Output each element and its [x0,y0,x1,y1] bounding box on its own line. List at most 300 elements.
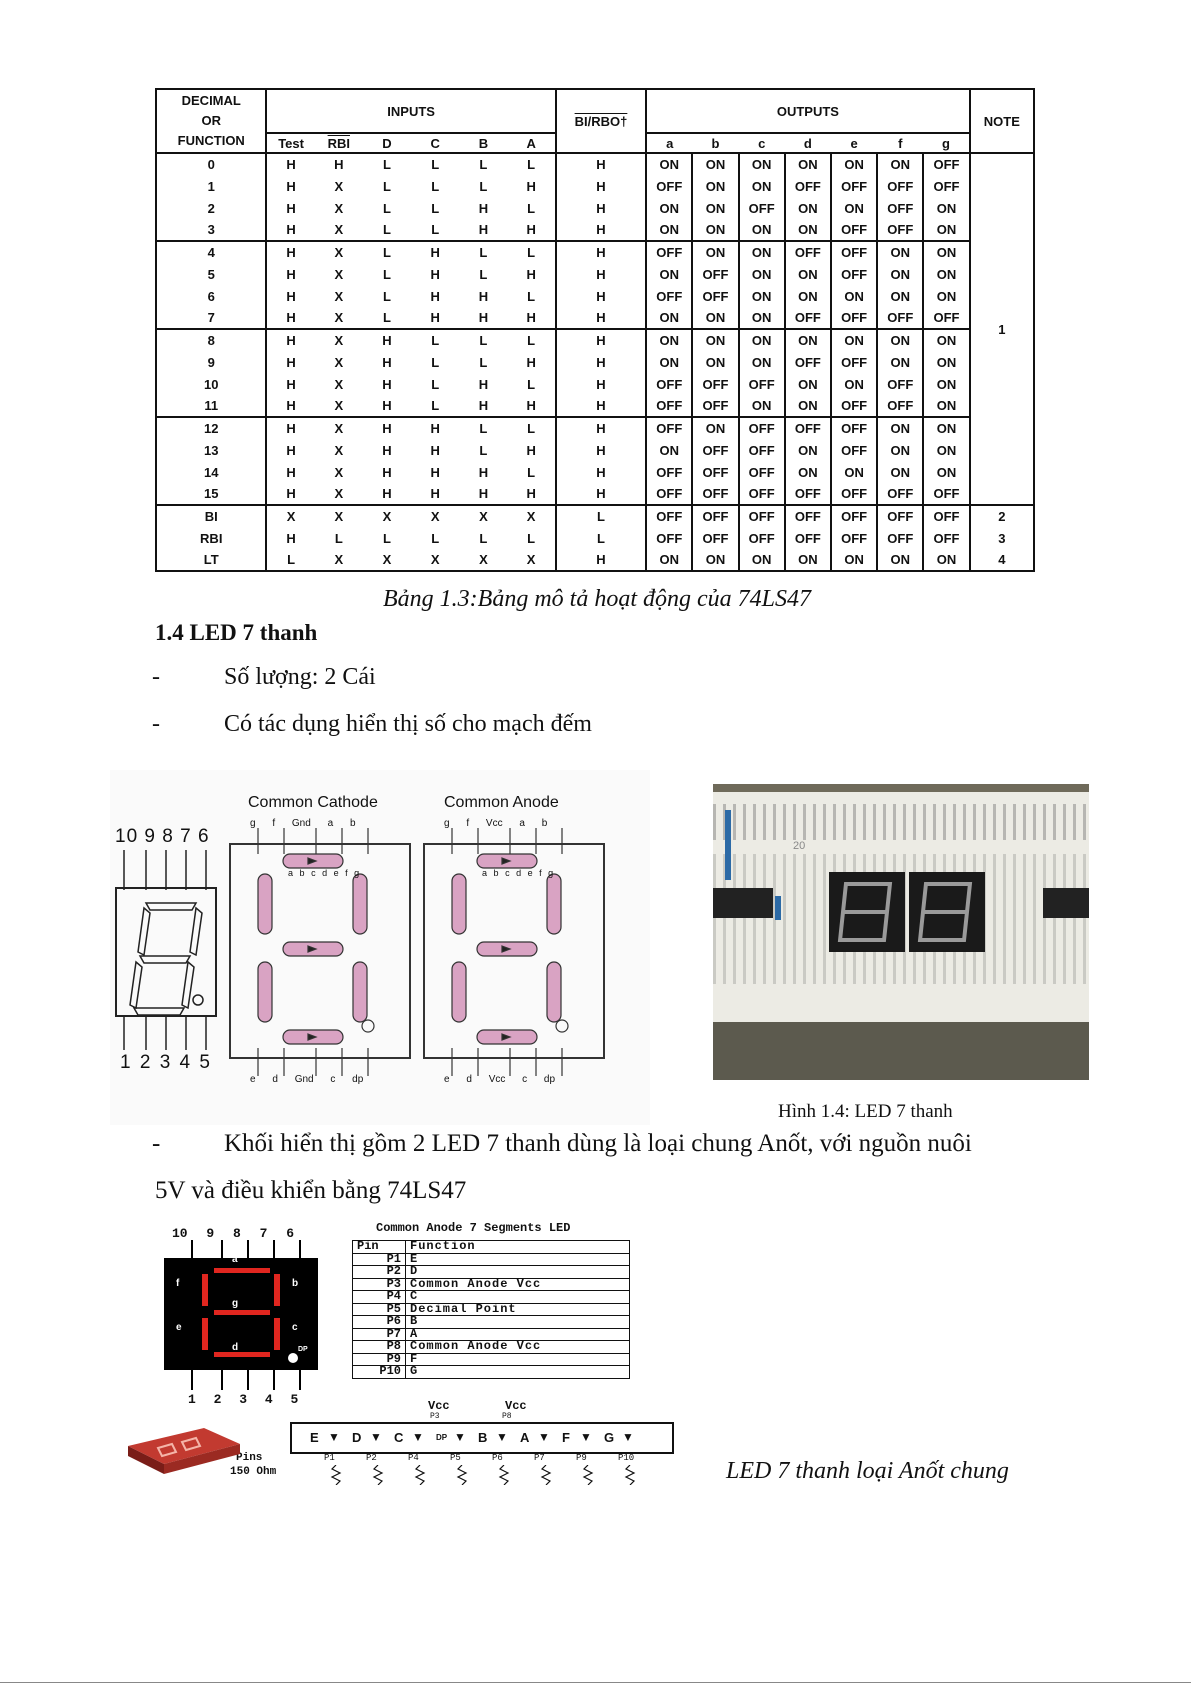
table-cell: OFF [785,241,831,263]
table-cell: ON [739,263,785,285]
table-cell: OFF [877,197,923,219]
table-cell: H [556,241,646,263]
table-cell: OFF [739,527,785,549]
table-cell: 0 [207,157,215,172]
table-cell: H [556,373,646,395]
table-cell: H [556,285,646,307]
table-cell: ON [739,395,785,417]
table-cell: ON [831,197,877,219]
table-cell: OFF [831,439,877,461]
table-cell: X [430,552,440,567]
diode-icon: ▼ [412,1430,424,1444]
table-cell: OFF [831,241,877,263]
table-cell: OFF [831,175,877,197]
pin-row-label: P7 [534,1453,545,1463]
table-cell: L [431,398,440,413]
table-cell: H [382,398,392,413]
cathode-title: Common Cathode [248,794,378,811]
pin-row-label: P10 [618,1453,635,1463]
table-cell: BI [156,505,266,527]
table-cell: ON [877,351,923,373]
bottom-pins: 1 2 3 4 5 [188,1392,299,1407]
table-cell: H [556,263,646,285]
table-cell: X [508,505,556,527]
table-cell: OFF [831,483,877,505]
table-cell: X [266,505,314,527]
table-cell: X [334,178,344,194]
table-cell: L [334,530,343,546]
table-cell: H [266,417,314,439]
table-cell: 12 [156,417,266,439]
table-cell: H [266,527,314,549]
note-header: NOTE [970,89,1034,153]
function-cell: E [406,1253,630,1266]
table-cell: ON [692,175,738,197]
table-cell: L [383,310,391,325]
table-cell: OFF [831,351,877,373]
table-cell: H [382,442,392,458]
table-cell: L [383,178,391,194]
table-cell: H [526,442,536,458]
anode-led-pinout: 10 9 8 7 6 a b c d e f g DP 1 2 3 4 5 [162,1226,320,1406]
table-cell: OFF [831,527,877,549]
table-cell: ON [646,263,692,285]
table-cell: ON [646,307,692,329]
table-cell: 15 [204,486,219,501]
table-cell: ON [646,549,692,571]
breadboard-photo [713,784,1089,1080]
table-cell: L [508,241,556,263]
anode-title: Common Anode [444,794,559,811]
table-cell: ON [739,329,785,351]
table-cell: ON [923,373,969,395]
table-cell: OFF [877,395,923,417]
table-cell: LT [203,552,219,567]
table-cell: H [556,329,646,351]
board-column-label: 20 [793,840,806,852]
table-cell: L [459,241,507,263]
table-cell: H [266,219,314,241]
pin-cell: P4 [353,1291,406,1304]
table-cell: H [430,310,440,325]
bullet-dash: - [152,1130,161,1157]
section-title: 1.4 LED 7 thanh [155,620,318,645]
table-cell: OFF [646,417,692,439]
table-cell: X [479,552,488,567]
diode-label: DP [436,1433,448,1442]
table-cell: H [556,395,646,417]
table-cell: OFF [831,263,877,285]
breadboard-holes [713,804,1089,840]
table-cell: ON [785,263,831,285]
table-cell: L [459,417,507,439]
table-row [156,175,1034,197]
column-header: f [877,133,923,153]
table-cell: ON [785,285,831,307]
pin-header: Pin [353,1241,406,1254]
common-cathode-schematic [228,814,428,1084]
table-cell: OFF [785,417,831,439]
table-row [156,483,1034,505]
table-cell: OFF [831,307,877,329]
table-row [156,373,1034,395]
table-cell: H [266,153,314,175]
table-cell: ON [877,241,923,263]
diode-icon: ▼ [370,1430,382,1444]
table-cell: 13 [204,442,219,458]
ic-chip [713,888,773,918]
table-surface [713,1022,1089,1080]
pin-cell: P3 [353,1278,406,1291]
table-cell: L [431,530,440,546]
table-cell: OFF [646,373,692,395]
table-cell: 2 [970,505,1034,527]
table-cell: X [334,442,344,458]
pin-cell: P1 [353,1253,406,1266]
table-cell: H [266,373,314,395]
pin-cell: P9 [353,1353,406,1366]
table-cell: OFF [831,395,877,417]
note-cell: 1 [970,153,1034,505]
table-cell: ON [646,153,692,175]
table-cell: OFF [923,483,969,505]
table-cell: X [315,241,363,263]
table-cell: X [334,222,344,237]
table-cell: OFF [646,395,692,417]
pin-row-label: P4 [408,1453,419,1463]
table-cell: RBI [200,530,223,546]
table-row [156,153,1034,175]
function-cell: Common Anode Vcc [406,1278,630,1291]
table-cell: OFF [877,373,923,395]
table-cell: ON [785,329,831,351]
red-led-picture [124,1420,244,1482]
table-cell: OFF [739,461,785,483]
table-cell: ON [877,285,923,307]
table-cell: OFF [923,505,969,527]
table-cell: X [334,552,344,567]
pin-row-label: P1 [324,1453,335,1463]
table-cell: H [266,197,314,219]
column-header: $\overline{RBI}$ [315,133,363,153]
diode-label: G [604,1430,615,1445]
table-cell: OFF [692,285,738,307]
table-cell: OFF [739,417,785,439]
table-cell: 8 [156,329,266,351]
table-cell: 2 [207,200,215,216]
table-cell: H [266,175,314,197]
table-cell: H [430,486,440,501]
table-cell: OFF [692,439,738,461]
table-cell: 4 [970,549,1034,571]
table-cell: ON [923,439,969,461]
table-cell: H [526,486,536,501]
table-cell: H [430,266,440,282]
table-cell: L [383,157,391,172]
table-row [156,263,1034,285]
table-cell: ON [692,197,738,219]
table-cell: X [526,552,536,567]
table-cell: ON [692,417,738,439]
table-cell: OFF [831,219,877,241]
function-cell: B [406,1316,630,1329]
table-cell: H [556,197,646,219]
table-caption: Bảng 1.3:Bảng mô tả hoạt động của 74LS47 [383,586,811,612]
table-cell: 4 [156,241,266,263]
table-cell: X [315,417,363,439]
pins-label: Pins [236,1452,263,1464]
table-cell: H [526,354,536,370]
table-cell: H [556,351,646,373]
table-cell: H [266,329,314,351]
table-cell: 10 [204,376,219,392]
table-cell: ON [739,175,785,197]
pin-row-label: P6 [492,1453,503,1463]
table-cell: OFF [692,527,738,549]
table-cell: ON [692,219,738,241]
table-cell: H [266,461,314,483]
column-header: D [363,133,411,153]
table-cell: H [363,329,411,351]
table-cell: 1 [207,178,215,194]
table-cell: H [382,376,392,392]
table-cell: ON [877,549,923,571]
table-cell: H [556,219,646,241]
wiring-strip [290,1422,674,1454]
table-cell: H [430,464,440,480]
table-cell: OFF [646,527,692,549]
table-cell: OFF [923,527,969,549]
jumper-wire [725,810,731,880]
table-cell: ON [739,351,785,373]
cathode-segment-labels: a b c d e f g [288,868,360,878]
outputs-header: OUTPUTS [646,89,969,133]
table-cell: OFF [739,197,785,219]
table-cell: H [430,442,440,458]
table-cell: H [266,351,314,373]
table-cell: H [556,439,646,461]
table-cell: H [266,307,314,329]
column-header: d [785,133,831,153]
table-row [156,285,1034,307]
bottom-pin-numbers: 1 2 3 4 5 [120,1052,212,1073]
table-cell: ON [923,329,969,351]
table-cell: X [334,266,344,282]
table-cell: X [334,398,344,413]
table-cell: ON [692,351,738,373]
table-cell: ON [923,351,969,373]
table-cell: OFF [877,175,923,197]
table-cell: 9 [207,354,215,370]
table-cell: 3 [970,527,1034,549]
table-cell: OFF [923,175,969,197]
diode-label: E [310,1430,319,1445]
table-cell: 6 [207,288,215,304]
table-cell: OFF [877,527,923,549]
table-row [156,549,1034,571]
table-cell: L [479,530,488,546]
table-cell: ON [923,285,969,307]
function-cell: C [406,1291,630,1304]
table-cell: OFF [646,505,692,527]
table-cell: X [334,354,344,370]
table-cell: L [383,288,391,304]
table-cell: OFF [692,505,738,527]
table-cell: OFF [739,439,785,461]
pin-cell: P2 [353,1266,406,1279]
pin-row [353,1366,630,1379]
function-cell: A [406,1328,630,1341]
table-cell: H [266,263,314,285]
function-cell: F [406,1353,630,1366]
table-cell: L [527,288,536,304]
table-cell: OFF [646,241,692,263]
table-cell: H [382,354,392,370]
pin-cell: P7 [353,1328,406,1341]
diode-icon: ▼ [496,1430,508,1444]
table-cell: ON [785,197,831,219]
table-cell: L [508,417,556,439]
bullet-dash: - [152,711,160,737]
inputs-header: INPUTS [266,89,555,133]
column-header: g [923,133,969,153]
table-cell: OFF [739,483,785,505]
table-cell: ON [831,549,877,571]
function-header: Function [406,1241,630,1254]
table-cell: L [431,178,440,194]
table-cell: ON [877,461,923,483]
black-seven-segment [162,1240,322,1390]
table-row [156,219,1034,241]
bullet-purpose: Có tác dụng hiển thị số cho mạch đếm [224,711,592,737]
vcc-pin-1: P3 [430,1412,440,1421]
diode-icon: ▼ [580,1430,592,1444]
table-cell: OFF [923,153,969,175]
table-cell: OFF [646,175,692,197]
table-cell: ON [923,417,969,439]
table-cell: OFF [785,351,831,373]
page-bottom-rule [0,1682,1191,1683]
table-cell: X [382,552,392,567]
table-cell: 11 [204,398,219,413]
cathode-bottom-labels: e d Gnd c dp [250,1074,364,1085]
table-cell: L [527,376,536,392]
table-row [156,395,1034,417]
table-cell: X [315,505,363,527]
table-row [156,329,1034,351]
table-cell: H [556,175,646,197]
paragraph-line-1: Khối hiển thị gồm 2 LED 7 thanh dùng là loại chung Anốt, với nguồn nuôi [224,1130,972,1157]
table-row [156,197,1034,219]
table-cell: ON [739,307,785,329]
bullet-quantity: Số lượng: 2 Cái [224,664,376,690]
table-cell: L [411,329,459,351]
table-cell: H [478,464,489,480]
table-row [156,505,1034,527]
table-cell: OFF [785,307,831,329]
table-cell: L [431,222,440,237]
table-cell: ON [739,241,785,263]
pin-cell: P8 [353,1341,406,1354]
table-cell: OFF [877,219,923,241]
table-cell: H [556,307,646,329]
table-cell: L [383,266,391,282]
table-cell: 5 [207,266,215,282]
table-cell: ON [831,153,877,175]
vcc-label-2: Vcc [505,1399,527,1413]
pin-cell: P10 [353,1366,406,1379]
table-cell: H [266,439,314,461]
column-header: B [459,133,507,153]
table-cell: OFF [692,263,738,285]
ohm-label: 150 Ohm [230,1466,277,1478]
table-cell: ON [923,549,969,571]
table-cell: L [527,200,536,216]
table-cell: H [556,417,646,439]
table-cell: 3 [207,222,215,237]
table-cell: OFF [877,505,923,527]
table-cell: H [526,310,536,325]
led-pinout-diagram [110,770,650,1125]
table-cell: L [479,354,488,370]
table-cell: L [556,527,646,549]
table-cell: ON [831,373,877,395]
resistor-row [312,1465,672,1485]
figure-1-caption: Hình 1.4: LED 7 thanh [778,1101,953,1122]
table-cell: L [383,222,391,237]
table-cell: OFF [646,285,692,307]
table-cell: X [334,310,344,325]
table-row [156,351,1034,373]
anode-top-labels: g f Vcc a b [444,818,548,829]
pin-row-label: P2 [366,1453,377,1463]
top-pins: 10 9 8 7 6 [172,1226,295,1241]
table-cell: H [556,549,646,571]
table-row [156,527,1034,549]
table-cell: L [431,354,440,370]
table-cell: L [431,157,440,172]
vcc-label-1: Vcc [428,1399,450,1413]
table-cell: H [526,266,536,282]
table-cell: OFF [692,395,738,417]
table-cell: L [508,329,556,351]
function-cell: Common Anode Vcc [406,1341,630,1354]
pin-function-table [352,1240,630,1379]
table-cell: H [430,288,440,304]
table-cell: OFF [785,527,831,549]
function-cell: D [406,1266,630,1279]
table-cell: ON [877,439,923,461]
table-cell: OFF [692,483,738,505]
table-cell: ON [646,439,692,461]
table-cell: OFF [646,483,692,505]
column-header: A [508,133,556,153]
function-cell: Decimal Point [406,1303,630,1316]
table-cell: H [478,288,489,304]
table-cell: L [527,464,536,480]
truth-table-74ls47 [155,88,1035,572]
top-pin-numbers: 10 9 8 7 6 [115,826,210,847]
table-cell: L [431,200,440,216]
diode-label: F [562,1430,570,1445]
table-cell: ON [923,461,969,483]
table-cell: X [334,486,344,501]
common-anode-schematic [422,814,622,1084]
table-cell: L [459,329,507,351]
table-cell: ON [739,153,785,175]
table-cell: ON [923,241,969,263]
table-cell: X [363,505,411,527]
